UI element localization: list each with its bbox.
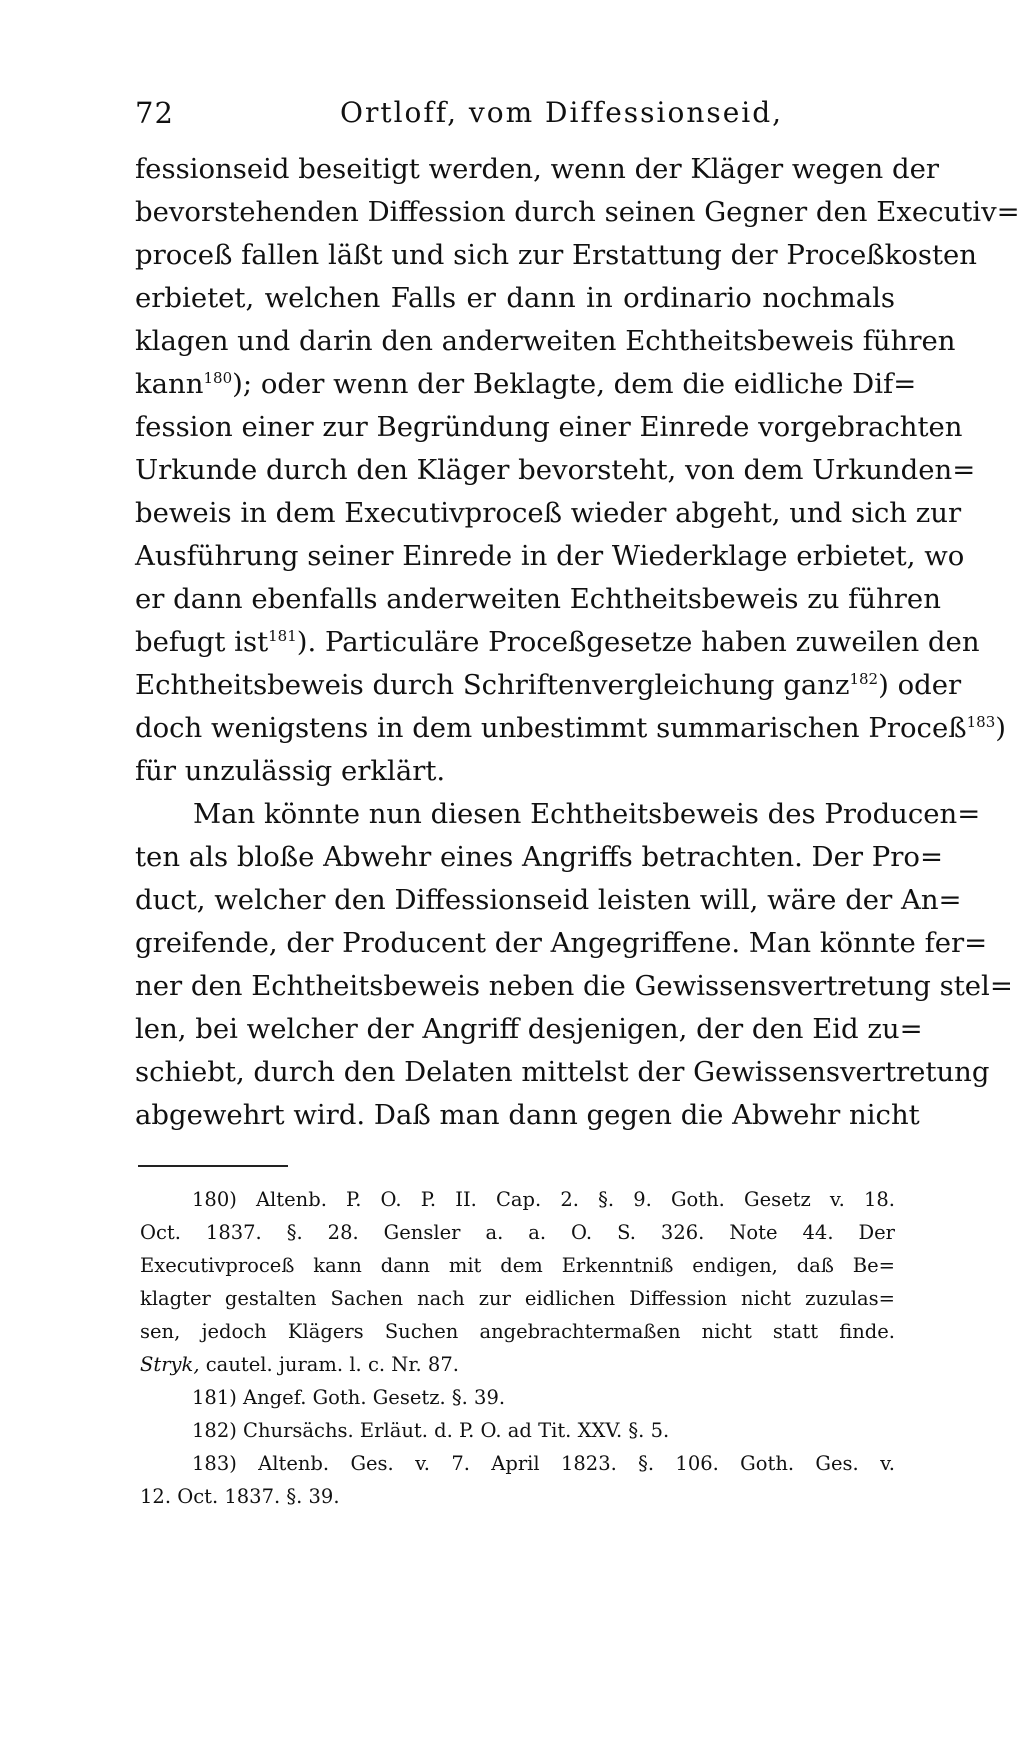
footnote-line [140,1348,895,1381]
text-line: erbietet, welchen Falls er dann in ordinario nochmals [135,282,895,314]
footnote-ref: 183 [966,712,996,731]
footnote-line: 12. Oct. 1837. §. 39. [140,1485,340,1508]
footnote-text: cautel. juram. l. c. Nr. 87. [205,1353,459,1376]
text-line: ner den Echtheitsbeweis neben die Gewissensvertretung stel= [135,970,1013,1002]
page-number: 72 [135,96,174,130]
text-line: Man könnte nun diesen Echtheitsbeweis des Producen= [193,798,981,830]
text-line: klagen und darin den anderweiten Echtheitsbeweis führen [135,325,956,357]
footnote-ref: 181 [268,626,297,645]
footnote-line: klagter gestalten Sachen nach zur eidlichen Diffession nicht zuzulas= [140,1287,895,1310]
text-line: fessionseid beseitigt werden, wenn der Kläger wegen der [135,153,940,185]
text-fragment: Echtheitsbeweis durch Schriftenvergleichung ganz [135,669,850,701]
text-fragment: kann [135,368,204,400]
text-line: proceß fallen läßt und sich zur Erstattung der Proceßkosten [135,239,977,271]
footnote-line: 181) Angef. Goth. Gesetz. §. 39. [192,1386,506,1409]
footnote-divider [138,1165,288,1167]
text-line: für unzulässig erklärt. [135,755,446,787]
text-line: greifende, der Producent der Angegriffene. Man könnte fer= [135,927,988,959]
footnote-line: 183) Altenb. Ges. v. 7. April 1823. §. 106. Goth. Ges. v. [192,1452,895,1475]
text-fragment: befugt ist [135,626,269,658]
text-line [135,363,917,406]
text-line: er dann ebenfalls anderweiten Echtheitsbeweis zu führen [135,583,941,615]
footnote-line: Oct. 1837. §. 28. Gensler a. a. O. S. 326. Note 44. Der [140,1221,895,1244]
text-line: Ausführung seiner Einrede in der Wiederklage erbietet, wo [135,540,965,572]
page-header [135,96,895,136]
text-line: duct, welcher den Diffessionseid leisten will, wäre der An= [135,884,962,916]
text-line [135,621,980,664]
text-fragment: ) [995,712,1006,744]
text-fragment: ); oder wenn der Beklagte, dem die eidliche Dif= [232,368,917,400]
footnote-ref: 180 [203,368,233,387]
footnote-line: 182) Chursächs. Erläut. d. P. O. ad Tit. XXV. §. 5. [192,1419,670,1442]
text-fragment: ). Particuläre Proceßgesetze haben zuweilen den [296,626,980,658]
footnote-line: sen, jedoch Klägers Suchen angebrachtermaßen nicht statt finde. [140,1320,895,1343]
text-line: bevorstehenden Diffession durch seinen Gegner den Executiv= [135,196,1020,228]
text-line: schiebt, durch den Delaten mittelst der Gewissensvertretung [135,1056,990,1088]
main-text [135,148,1020,1137]
text-line: beweis in dem Executivproceß wieder abgeht, und sich zur [135,497,962,529]
text-line: abgewehrt wird. Daß man dann gegen die Abwehr nicht [135,1099,920,1131]
footnote-ref: 182 [849,669,879,688]
footnote-line: Executivproceß kann dann mit dem Erkenntniß endigen, daß Be= [140,1254,895,1277]
footnote-author: Stryk, [140,1353,200,1376]
footnotes [140,1183,895,1513]
text-line: ten als bloße Abwehr eines Angriffs betrachten. Der Pro= [135,841,944,873]
footnote-line: 180) Altenb. P. O. P. II. Cap. 2. §. 9. Goth. Gesetz v. 18. [192,1188,895,1211]
text-line: Urkunde durch den Kläger bevorsteht, von dem Urkunden= [135,454,976,486]
text-line: len, bei welcher der Angriff desjenigen, der den Eid zu= [135,1013,923,1045]
text-line: fession einer zur Begründung einer Einrede vorgebrachten [135,411,963,443]
text-fragment: ) oder [878,669,962,701]
text-line [135,664,962,707]
running-head: Ortloff, vom Diffessionseid, [340,96,784,129]
text-line [135,707,1006,750]
text-fragment: doch wenigstens in dem unbestimmt summarischen Proceß [135,712,967,744]
